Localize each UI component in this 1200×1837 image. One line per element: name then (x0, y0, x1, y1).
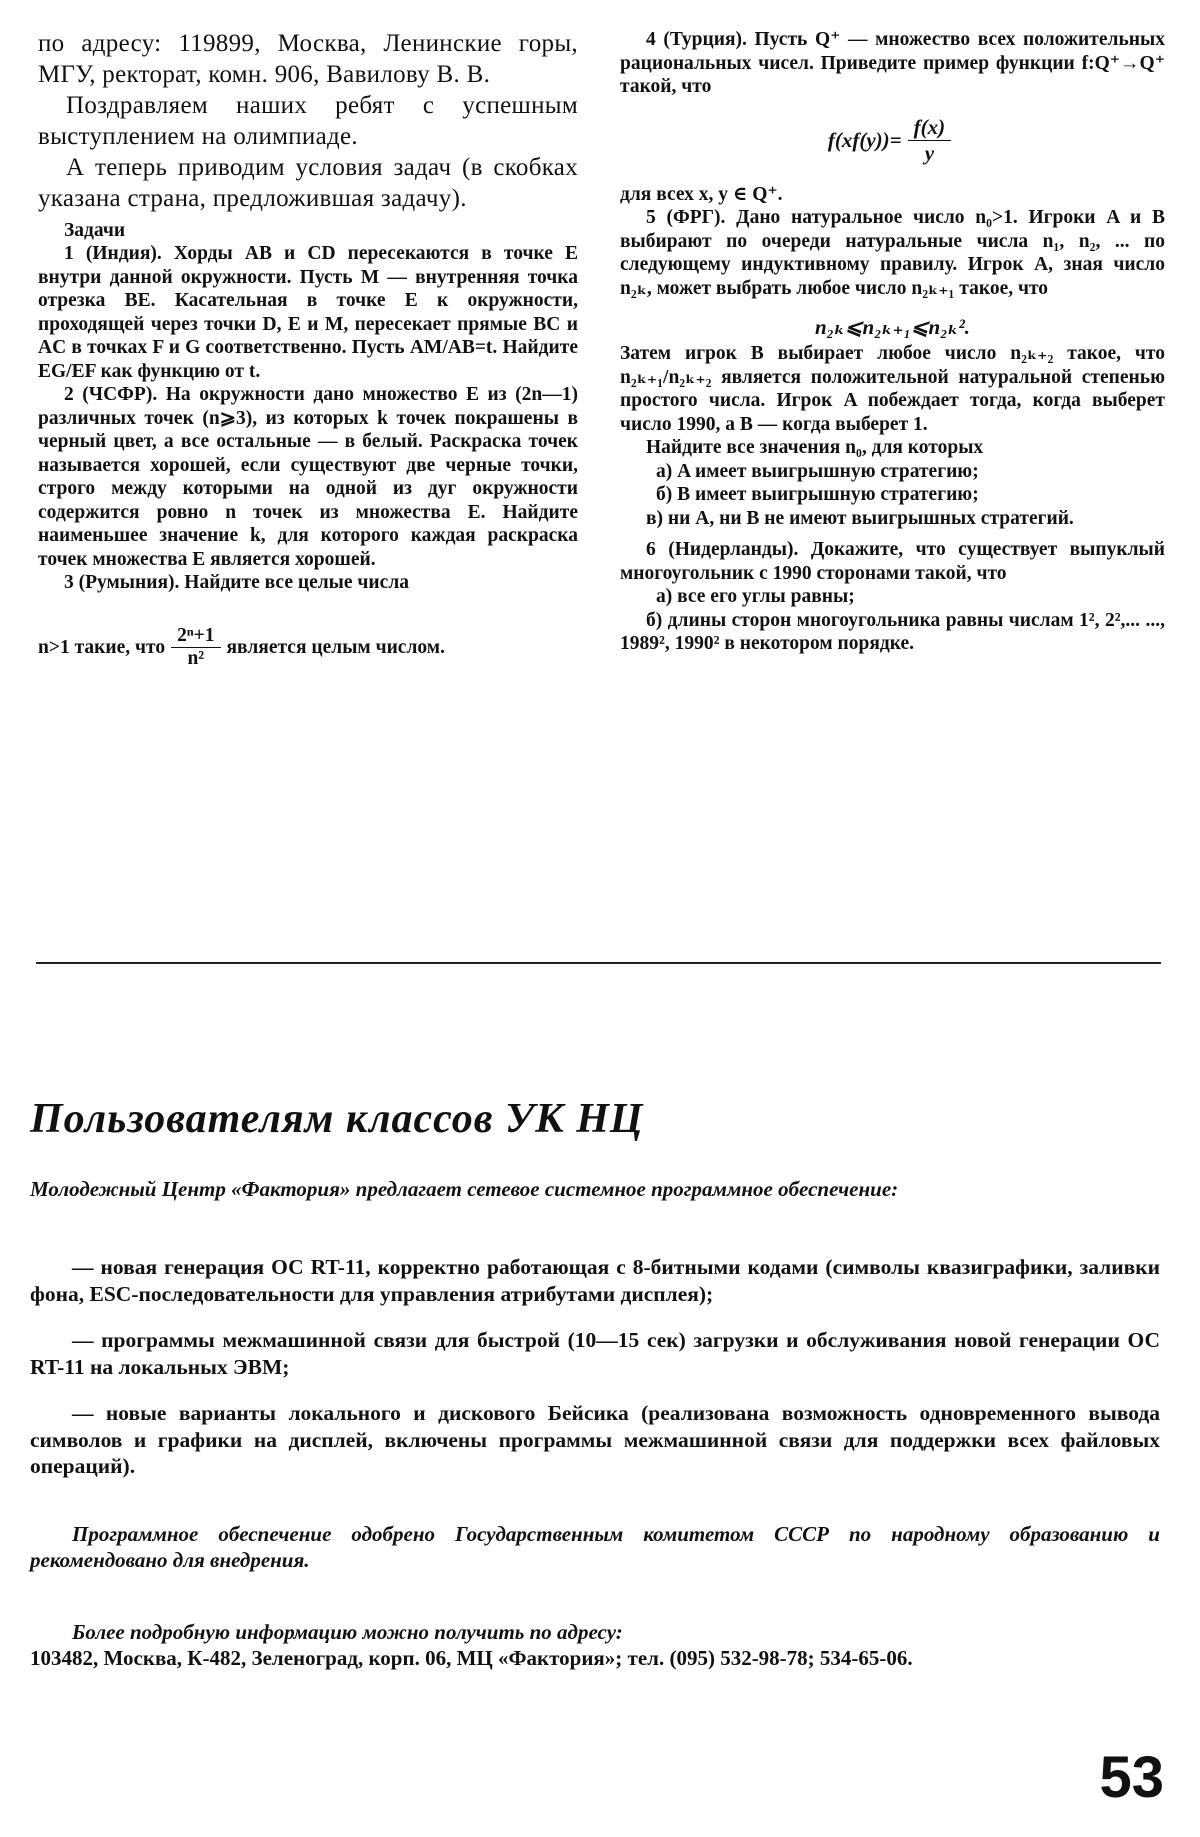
problem-5: 5 (ФРГ). Дано натуральное число n₀>1. Игроки A и B выбирают по очереди натуральные числа n₁, n₂, ... по следующему индуктивному правилу. Игрок A, зная число n₂ₖ, может выбрать любое число n₂ₖ₊₁ такое, что (620, 207, 1165, 299)
ad-approval: Программное обеспечение одобрено Государственным комитетом СССР по народному образованию и рекомендовано для внедрения. (30, 1522, 1160, 1572)
p4-lhs: f(xf(y))= (827, 128, 902, 152)
problem-3-formula (38, 609, 578, 687)
address-paragraph: по адресу: 119899, Москва, Ленинские горы, МГУ, ректорат, комн. 906, Вавилову В. В. (38, 30, 578, 88)
ad-list-item: — новая генерация ОС RT-11, корректно работающая с 8-битными кодами (символы квазиграфики, заливки фона, ESC-последовательности для управления атрибутами дисплея); (30, 1255, 1160, 1306)
ad-list (30, 1254, 1160, 1500)
left-column (38, 28, 578, 687)
ad-address: 103482, Москва, К-482, Зеленоград, корп. 06, МЦ «Фактория»; тел. (095) 532-98-78; 534-65-06. (30, 1646, 913, 1670)
problem-5-then: Затем игрок B выбирает любое число n₂ₖ₊₂ такое, что n₂ₖ₊₁/n₂ₖ₊₂ является положительной натуральной степенью простого числа. Игрок A побеждает тогда, когда выберет число 1990, а B — когда выберет 1. (620, 343, 1165, 435)
problem-5-a: а) A имеет выигрышную стратегию; (656, 460, 979, 482)
congrats-paragraph: Поздравляем наших ребят с успешным выступлением на олимпиаде. (38, 92, 578, 150)
ad-title: Пользователям классов УК НЦ (30, 1096, 644, 1142)
problems-heading: Задачи (64, 220, 126, 241)
problem-4-tail: для всех x, y ∈ Q⁺. (620, 183, 783, 205)
p3-tail: является целым числом. (226, 636, 445, 658)
p3-fraction (171, 625, 220, 670)
p3-lead: n>1 такие, что (38, 636, 166, 658)
problem-6: 6 (Нидерланды). Докажите, что существует выпуклый многоугольник с 1990 сторонами такой, что (620, 539, 1165, 584)
section-divider (36, 962, 1161, 964)
page-number: 53 (1099, 1745, 1164, 1810)
problem-3: 3 (Румыния). Найдите все целые числа (64, 572, 410, 593)
problem-1: 1 (Индия). Хорды AB и CD пересекаются в точке E внутри данной окружности. Пусть M — внутренняя точка отрезка BE. Касательная в точке E к окружности, проходящей через точки D, E и M, пересекает прямые BC и AC в точках F и G соответственно. Пусть AM/AB=t. Найдите EG/EF как функцию от t. (38, 243, 578, 382)
p4-denominator: y (924, 141, 935, 165)
problem-6-a: а) все его углы равны; (656, 586, 855, 607)
ad-contact (30, 1619, 1160, 1671)
problem-2: 2 (ЧСФР). На окружности дано множество E из (2n—1) различных точек (n⩾3), из которых k точек покрашены в черный цвет, а все остальные — в белый. Раскраска точек называется хорошей, если существуют две черные точки, строго между которыми на одной из дуг окружности содержится ровно n точек из множества E. Найдите наименьшее значение k, для которого каждая раскраска точек множества E является хорошей. (38, 384, 578, 570)
problem-5-b: б) B имеет выигрышную стратегию; (656, 484, 979, 505)
ad-list-item: — новые варианты локального и дискового Бейсика (реализована возможность одновременного вывода символов и графики на дисплей, включены программы межмашинной связи для поддержки всех файловых операций). (30, 1401, 1160, 1478)
problem-4: 4 (Турция). Пусть Q⁺ — множество всех положительных рациональных чисел. Приведите пример функции f:Q⁺→Q⁺ такой, что (620, 29, 1165, 97)
intro-paragraph: А теперь приводим условия задач (в скобках указана страна, предложившая задачу). (38, 154, 578, 212)
right-column (620, 28, 1165, 656)
problem-5-find: Найдите все значения n₀, для которых (646, 437, 984, 458)
ad-list-item: — программы межмашинной связи для быстрой (10—15 сек) загрузки и обслуживания новой генерации ОС RT-11 на локальных ЭВМ; (30, 1328, 1160, 1379)
p4-numerator: f(x) (908, 115, 951, 141)
p4-fraction (908, 115, 951, 166)
p3-numerator: 2ⁿ+1 (171, 625, 220, 648)
p3-denominator: n² (187, 648, 205, 669)
problem-4-formula (620, 99, 1165, 183)
problem-5-c: в) ни A, ни B не имеют выигрышных стратегий. (646, 507, 1074, 529)
ad-more-info: Более подробную информацию можно получить по адресу: (72, 1620, 623, 1644)
problem-5-formula: n₂ₖ⩽n₂ₖ₊₁⩽n₂ₖ². (814, 315, 971, 339)
problem-6-b: б) длины сторон многоугольника равны числам 1², 2²,... ..., 1989², 1990² в некотором порядке. (620, 609, 1165, 654)
ad-intro: Молодежный Центр «Фактория» предлагает сетевое системное программное обеспечение: (30, 1177, 899, 1201)
